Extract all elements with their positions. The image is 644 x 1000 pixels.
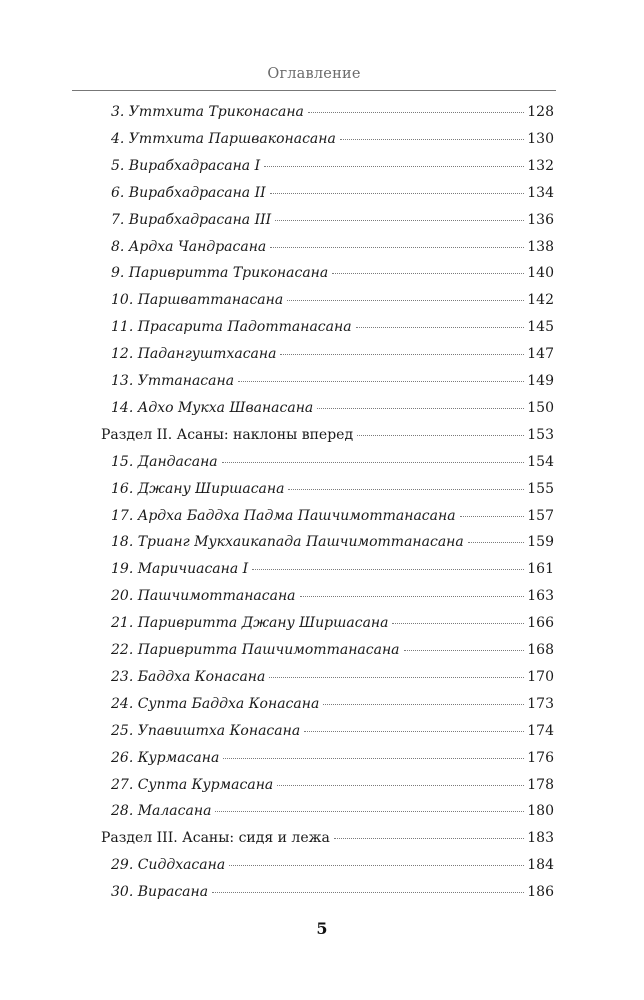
toc-entry <box>111 155 554 177</box>
toc-entry <box>111 747 554 769</box>
toc-entry-title: 3. Уттхита Триконасана <box>111 104 304 120</box>
dot-leader <box>275 220 524 221</box>
dot-leader <box>223 758 524 759</box>
dot-leader <box>468 542 525 543</box>
toc-entry-page: 180 <box>527 803 554 820</box>
dot-leader <box>212 892 524 893</box>
dot-leader <box>277 785 524 786</box>
toc-entry-page: 145 <box>527 319 554 336</box>
toc-entry <box>111 343 554 365</box>
toc-entry <box>111 693 554 715</box>
dot-leader <box>317 408 524 409</box>
toc-entry-title: 6. Вирабхадрасана II <box>111 184 266 201</box>
dot-leader <box>215 811 524 812</box>
toc-entry <box>111 397 554 419</box>
dot-leader <box>332 273 524 274</box>
toc-entry-title: 9. Паривритта Триконасана <box>111 265 329 282</box>
toc-entry <box>111 316 554 338</box>
dot-leader <box>270 247 524 248</box>
toc-entry <box>111 800 554 822</box>
dot-leader <box>264 166 524 167</box>
toc-entry <box>111 531 554 553</box>
toc-entry-title: 7. Вирабхадрасана III <box>111 211 272 228</box>
toc-entry-title: 24. Супта Баддха Конасана <box>111 695 320 712</box>
toc-entry-page: 147 <box>527 346 554 363</box>
toc-entry <box>111 128 554 150</box>
dot-leader <box>304 731 524 732</box>
toc-entry-page: 149 <box>527 373 554 389</box>
toc-entry <box>111 558 554 580</box>
dot-leader <box>280 354 524 355</box>
toc-entry-title: 28. Маласана <box>111 803 212 820</box>
toc-entry-title: 30. Вирасана <box>111 884 209 901</box>
dot-leader <box>356 327 525 328</box>
toc-entry-page: 168 <box>527 642 554 658</box>
dot-leader <box>460 516 525 517</box>
toc-entry-page: 163 <box>527 588 554 605</box>
toc-entry-page: 170 <box>527 668 554 685</box>
toc-entry <box>111 639 554 661</box>
toc-entry <box>111 505 554 527</box>
dot-leader <box>229 865 524 866</box>
toc-entry-title: 8. Ардха Чандрасана <box>111 238 267 255</box>
toc-entry-page: 183 <box>527 830 554 847</box>
toc-entry-title: 19. Маричиасана I <box>111 561 249 578</box>
toc-entry-page: 166 <box>527 615 554 632</box>
toc-entry-page: 130 <box>527 130 554 147</box>
dot-leader <box>404 650 525 651</box>
toc-entry <box>111 236 554 258</box>
toc-entry-page: 140 <box>527 265 554 282</box>
toc-entry-title: 20. Пашчимоттанасана <box>111 588 296 605</box>
toc-entry-title: 12. Падангуштхасана <box>111 346 277 363</box>
toc-entry-page: 186 <box>527 884 554 901</box>
toc-entry-page: 136 <box>527 211 554 228</box>
toc-entry-title: 10. Паршваттанасана <box>111 292 284 309</box>
dot-leader <box>300 596 525 597</box>
toc-entry <box>111 262 554 284</box>
toc-entry-page: 157 <box>527 507 554 524</box>
toc-entry-title: 22. Паривритта Пашчимоттанасана <box>111 642 400 658</box>
dot-leader <box>392 623 524 624</box>
toc-entry-page: 174 <box>527 722 554 739</box>
toc-entry-page: 153 <box>527 426 554 443</box>
toc-entry-page: 142 <box>527 292 554 309</box>
toc-entry-title: 16. Джану Ширшасана <box>111 480 285 497</box>
toc-entry-title: 4. Уттхита Паршваконасана <box>111 130 336 147</box>
toc-entry-page: 159 <box>527 534 554 551</box>
toc-section-entry <box>101 827 554 849</box>
toc-entry <box>111 881 554 903</box>
dot-leader <box>270 193 525 194</box>
dot-leader <box>222 462 525 463</box>
dot-leader <box>269 677 524 678</box>
toc-entry-title: 14. Адхо Мукха Шванасана <box>111 399 314 416</box>
toc-entry-page: 138 <box>527 238 554 255</box>
toc-entry-title: 25. Упавиштха Конасана <box>111 722 301 739</box>
toc-entry-page: 173 <box>527 695 554 712</box>
toc-entry <box>111 451 554 473</box>
dot-leader <box>252 569 524 570</box>
toc-entry-title: 21. Паривритта Джану Ширшасана <box>111 615 389 632</box>
toc-entry-title: Раздел III. Асаны: сидя и лежа <box>101 830 330 847</box>
toc-entry-title: Раздел II. Асаны: наклоны вперед <box>101 426 354 443</box>
toc-entry <box>111 289 554 311</box>
dot-leader <box>288 489 524 490</box>
toc-entry-page: 154 <box>527 453 554 470</box>
toc-entry-page: 134 <box>527 184 554 201</box>
toc-entry <box>111 182 554 204</box>
dot-leader <box>357 435 524 436</box>
toc-entry <box>111 854 554 876</box>
toc-entry <box>111 370 554 392</box>
dot-leader <box>308 112 524 113</box>
dot-leader <box>238 381 524 382</box>
toc-entry <box>111 101 554 123</box>
header-rule <box>72 90 556 91</box>
toc-entry-title: 29. Сиддхасана <box>111 857 226 874</box>
toc-entry-title: 11. Прасарита Падоттанасана <box>111 319 352 336</box>
toc-entry-title: 26. Курмасана <box>111 749 220 766</box>
page-number: 5 <box>316 919 328 938</box>
toc-entry-page: 150 <box>527 399 554 416</box>
dot-leader <box>340 139 524 140</box>
dot-leader <box>287 300 524 301</box>
toc-entry-title: 13. Уттанасана <box>111 373 235 389</box>
toc-entry-title: 15. Дандасана <box>111 453 218 470</box>
toc-entry-page: 161 <box>527 561 554 578</box>
toc-entry-page: 155 <box>527 480 554 497</box>
toc-entry-page: 128 <box>527 104 554 120</box>
toc-entry-title: 18. Трианг Мукхаикапада Пашчимоттанасана <box>111 534 464 551</box>
toc-entry-page: 176 <box>527 749 554 766</box>
dot-leader <box>323 704 524 705</box>
toc-entry-page: 184 <box>527 857 554 874</box>
running-head: Оглавление <box>267 66 361 82</box>
toc-entry-page: 178 <box>527 776 554 793</box>
toc-entry <box>111 720 554 742</box>
toc-entry <box>111 612 554 634</box>
toc-entry <box>111 478 554 500</box>
toc-entry-title: 27. Супта Курмасана <box>111 776 274 793</box>
toc-entry-title: 23. Баддха Конасана <box>111 668 266 685</box>
dot-leader <box>334 838 524 839</box>
toc-entry <box>111 209 554 231</box>
toc-section-entry <box>101 424 554 446</box>
toc-entry-title: 5. Вирабхадрасана I <box>111 157 261 174</box>
toc-entry <box>111 666 554 688</box>
toc-entry-page: 132 <box>527 157 554 174</box>
toc-entry <box>111 585 554 607</box>
toc-entry-title: 17. Ардха Баддха Падма Пашчимоттанасана <box>111 507 456 524</box>
toc-entry <box>111 774 554 796</box>
